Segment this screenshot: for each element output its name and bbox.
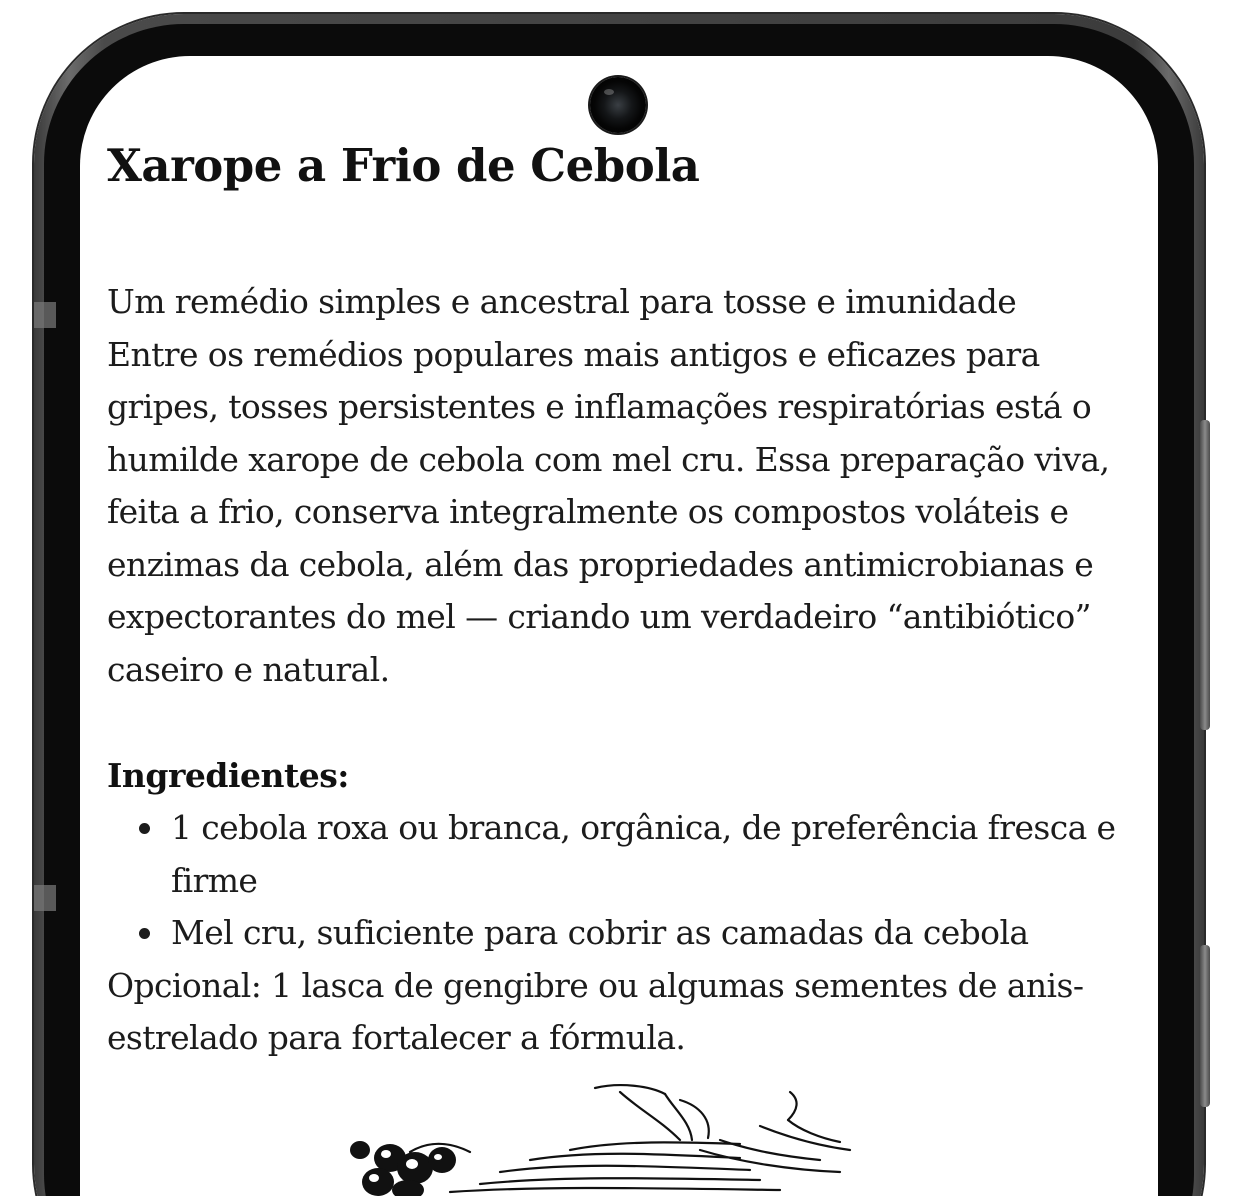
frame-antenna-band	[34, 302, 56, 328]
intro-line: enzimas da cebola, além das propriedades antimicrobianas e	[107, 544, 1094, 584]
intro-paragraph	[107, 276, 1157, 696]
onion-bunch-drawing-icon	[320, 1080, 860, 1196]
intro-line: humilde xarope de cebola com mel cru. Essa preparação viva,	[107, 439, 1110, 479]
optional-note	[107, 960, 1157, 1065]
power-button	[1200, 420, 1210, 730]
bullet-icon	[139, 823, 150, 834]
ingredients-list	[107, 802, 1157, 960]
optional-line: estrelado para fortalecer a fórmula.	[107, 1018, 686, 1057]
ingredients-heading: Ingredientes:	[107, 756, 349, 795]
camera-lens-glint	[604, 89, 614, 95]
front-camera-icon	[590, 77, 646, 133]
intro-line: expectorantes do mel — criando um verdadeiro “antibiótico”	[107, 597, 1091, 636]
ingredient-line: firme	[171, 860, 258, 900]
list-item	[107, 907, 1157, 960]
intro-line: feita a frio, conserva integralmente os compostos voláteis e	[107, 492, 1069, 531]
article-title: Xarope a Frio de Cebola	[107, 139, 700, 192]
intro-line: Entre os remédios populares mais antigos e eficazes para	[107, 334, 1040, 374]
frame-antenna-band	[34, 885, 56, 911]
intro-line: Um remédio simples e ancestral para tosse e imunidade	[107, 282, 1017, 321]
intro-line: caseiro e natural.	[107, 649, 390, 689]
optional-line: Opcional: 1 lasca de gengibre ou algumas sementes de anis-	[107, 965, 1084, 1005]
ingredient-line: 1 cebola roxa ou branca, orgânica, de preferência fresca e	[171, 808, 1116, 847]
intro-line: gripes, tosses persistentes e inflamações respiratórias está o	[107, 387, 1092, 426]
article-content[interactable]	[107, 132, 1157, 1065]
ingredient-line: Mel cru, suficiente para cobrir as camadas da cebola	[171, 913, 1029, 952]
list-item	[107, 802, 1157, 907]
volume-button	[1200, 945, 1210, 1107]
bullet-icon	[139, 928, 150, 939]
